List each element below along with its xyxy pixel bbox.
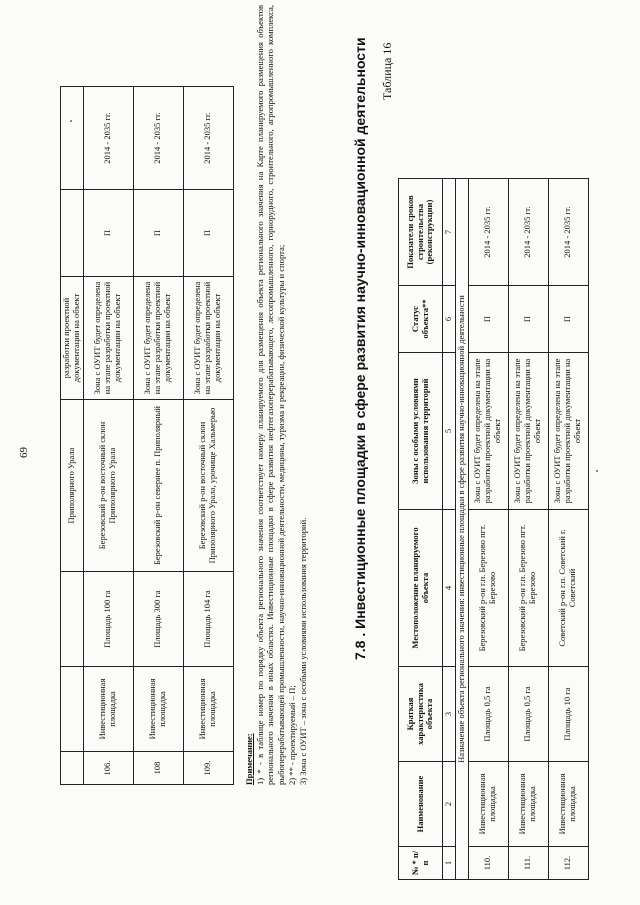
note-line: 3) Зона с ОУИТ – зона с особыми условиями использования территорий. <box>297 517 308 785</box>
object-zone: Зона с ОУИТ будет определена на этапе разработки проектной документации на объект <box>83 277 133 400</box>
object-characteristic: Площадь 10 га <box>548 667 588 762</box>
page-number: 69 <box>18 447 30 458</box>
object-name: Инвестиционная площадка <box>83 667 133 752</box>
notes-heading: Примечание: <box>244 733 254 785</box>
column-number-row <box>443 179 456 880</box>
object-characteristic: Площадь 300 га <box>133 572 183 667</box>
column-header: Наименование <box>399 762 443 847</box>
object-status: П <box>548 286 588 353</box>
object-zone: Зона с ОУИТ будет определена на этапе разработки проектной документации на объект <box>183 277 233 400</box>
object-term: 2014 - 2035 гг. <box>133 87 183 190</box>
object-zone: Зона с ОУИТ будет определена на этапе разработки проектной документации на объект <box>468 353 508 510</box>
table-row <box>183 87 233 785</box>
column-number: 1 <box>443 847 456 880</box>
object-location: Березовский р-он г.п. Березово пгт. Березово <box>468 510 508 667</box>
table-cell <box>61 667 84 752</box>
table-cell <box>61 752 84 785</box>
table-row <box>548 179 588 880</box>
table-continued <box>60 86 234 785</box>
group-title: Назначение объекта регионального значения: инвестиционные площадки в сфере развития научно-инновационной деятельности <box>455 179 468 880</box>
object-status: П <box>468 286 508 353</box>
table-header-row <box>399 179 443 880</box>
column-number: 4 <box>443 510 456 667</box>
object-term: 2014 - 2035 гг. <box>468 179 508 286</box>
object-location: Советский р-он г.п. Советский г. Советский <box>548 510 588 667</box>
note-line: 2) ** - проектируемый – П; <box>286 685 297 785</box>
object-status: П <box>508 286 548 353</box>
object-location: Березовский р-он севернее п. Приполярный <box>133 400 183 572</box>
object-location: Березовский р-он восточный склон Приполярного Урала, урочище Хальмерью <box>183 400 233 572</box>
row-number: 111. <box>508 847 548 880</box>
scan-speck <box>596 470 598 472</box>
group-row <box>455 179 468 880</box>
object-term: 2014 - 2035 гг. <box>508 179 548 286</box>
section-title: 7.8 . Инвестиционные площадки в сфере развития научно-инновационной деятельности <box>352 37 368 660</box>
column-header: Краткая характеристика объекта <box>399 667 443 762</box>
table-16 <box>398 178 589 880</box>
object-location: Березовский р-он г.п. Березово пгт. Березово <box>508 510 548 667</box>
object-characteristic: Площадь 100 га <box>83 572 133 667</box>
object-term: 2014 - 2035 гг. <box>83 87 133 190</box>
table-row <box>61 87 84 785</box>
table-row <box>468 179 508 880</box>
object-name: Инвестиционная площадка <box>183 667 233 752</box>
object-zone: Зона с ОУИТ будет определена на этапе разработки проектной документации на объект <box>133 277 183 400</box>
object-term: 2014 - 2035 гг. <box>183 87 233 190</box>
object-zone: Зона с ОУИТ будет определена на этапе разработки проектной документации на объект <box>508 353 548 510</box>
object-characteristic: Площадь 0,5 га <box>508 667 548 762</box>
column-header: Статус объекта** <box>399 286 443 353</box>
object-name: Инвестиционная площадка <box>468 762 508 847</box>
object-name: Инвестиционная площадка <box>133 667 183 752</box>
row-number: 108 <box>133 752 183 785</box>
column-header: Местоположение планируемого объекта <box>399 510 443 667</box>
table-cell <box>61 87 84 190</box>
object-characteristic: Площадь 0,5 га <box>468 667 508 762</box>
table-row <box>83 87 133 785</box>
table-cell <box>61 572 84 667</box>
row-number: 109. <box>183 752 233 785</box>
row-number: 110. <box>468 847 508 880</box>
object-name: Инвестиционная площадка <box>508 762 548 847</box>
table-cell: разработки проектной документации на объект <box>61 277 84 400</box>
object-status: П <box>183 190 233 277</box>
table-cell: Приполярного Урала <box>61 400 84 572</box>
scan-speck <box>70 120 72 122</box>
object-status: П <box>133 190 183 277</box>
object-zone: Зона с ОУИТ будет определена на этапе разработки проектной документации на объект <box>548 353 588 510</box>
object-location: Березовский р-он восточный склон Приполярного Урала <box>83 400 133 572</box>
column-number: 3 <box>443 667 456 762</box>
column-header: Зоны с особыми условиями использования территорий <box>399 353 443 510</box>
row-number: 106. <box>83 752 133 785</box>
column-header: № * п/п <box>399 847 443 880</box>
column-number: 6 <box>443 286 456 353</box>
row-number: 112. <box>548 847 588 880</box>
object-status: П <box>83 190 133 277</box>
object-characteristic: Площадь 104 га <box>183 572 233 667</box>
table-row <box>508 179 548 880</box>
column-header: Показатели сроков строительства (реконструкции) <box>399 179 443 286</box>
column-number: 7 <box>443 179 456 286</box>
table-cell <box>61 190 84 277</box>
table-row <box>133 87 183 785</box>
column-number: 2 <box>443 762 456 847</box>
object-term: 2014 - 2035 гг. <box>548 179 588 286</box>
notes-block <box>244 5 308 785</box>
object-name: Инвестиционная площадка <box>548 762 588 847</box>
note-line: 1) * - в таблице номер по порядку объекта регионального значения соответствует номеру планируемого для размещения объекта регионального значения на Карте планируемого размещения объектов регионального значения в иных областях. Инвестиционные площадки в сфере развития нефтегазоперерабатывающего, лесопромышленного, горнорудного, строительного, агропромышленного комплекса, рыбоперерабатывающей промышленности, научно-инновационной деятельности, медицины, туризма и рекреации, физической культуры и спорта; <box>254 5 287 785</box>
column-number: 5 <box>443 353 456 510</box>
table-label: Таблица 16 <box>380 42 394 100</box>
